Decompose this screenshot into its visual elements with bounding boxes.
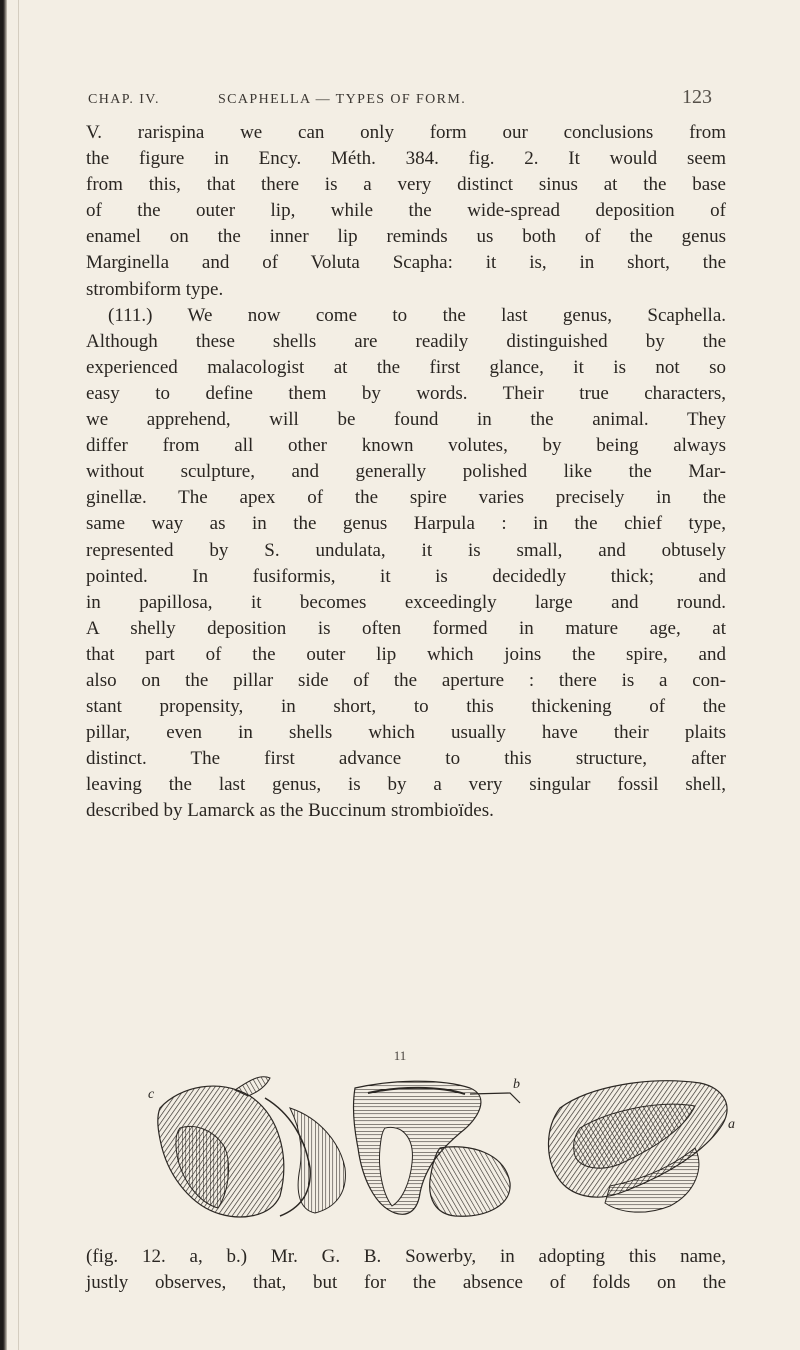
body-text-line: (111.) We now come to the last genus, Scaphella. bbox=[108, 304, 726, 326]
body-text-line: V. rarispina we can only form our conclusions from bbox=[86, 122, 726, 143]
shell-middle-b bbox=[354, 1081, 520, 1216]
body-text-line: also on the pillar side of the aperture : there is a con- bbox=[86, 669, 726, 691]
body-text-line: easy to define them by words. Their true characters, bbox=[86, 382, 726, 404]
running-head bbox=[88, 86, 718, 112]
body-text-line: Although these shells are readily distinguished by the bbox=[86, 330, 726, 352]
caption-line: justly observes, that, but for the absence of folds on the bbox=[86, 1272, 726, 1294]
section-title: SCAPHELLA — TYPES OF FORM. bbox=[218, 92, 467, 107]
body-text-line: Marginella and of Voluta Scapha: it is, in short, the bbox=[86, 252, 726, 274]
body-text-line: enamel on the inner lip reminds us both of the genus bbox=[86, 226, 726, 248]
body-text-line: same way as in the genus Harpula : in the chief type, bbox=[86, 513, 726, 535]
caption-text bbox=[86, 1244, 726, 1296]
body-text-line: the figure in Ency. Méth. 384. fig. 2. It would seem bbox=[86, 148, 726, 170]
page-binding-edge bbox=[0, 0, 7, 1350]
body-text-line: A shelly deposition is often formed in mature age, at bbox=[86, 617, 726, 639]
page-edge-line bbox=[18, 0, 19, 1350]
body-text-line: leaving the last genus, is by a very singular fossil shell, bbox=[86, 774, 726, 796]
body-text-line: experienced malacologist at the first glance, it is not so bbox=[86, 356, 726, 378]
body-text-line: in papillosa, it becomes exceedingly large and round. bbox=[86, 591, 726, 613]
figure-label-a: a bbox=[728, 1117, 735, 1132]
body-text-line: strombiform type. bbox=[86, 278, 224, 300]
body-text-line: stant propensity, in short, to this thickening of the bbox=[86, 696, 726, 718]
body-text-line: we apprehend, will be found in the animal. They bbox=[86, 409, 726, 431]
figure-label-c: c bbox=[148, 1087, 155, 1102]
shell-right-a bbox=[548, 1081, 727, 1212]
shell-engraving-figure bbox=[140, 1068, 740, 1223]
body-text-line: represented by S. undulata, it is small, and obtusely bbox=[86, 539, 726, 561]
body-text-line: from this, that there is a very distinct sinus at the base bbox=[86, 174, 726, 196]
shell-left-c bbox=[158, 1077, 346, 1217]
body-text-line: distinct. The first advance to this structure, after bbox=[86, 748, 726, 770]
body-text-line: described by Lamarck as the Buccinum strombioïdes. bbox=[86, 800, 494, 822]
figure-label-b: b bbox=[513, 1077, 520, 1092]
figure-number: 11 bbox=[393, 1048, 407, 1063]
body-text-line: that part of the outer lip which joins the spire, and bbox=[86, 643, 726, 665]
body-text-line: differ from all other known volutes, by being always bbox=[86, 435, 726, 457]
body-text bbox=[86, 120, 726, 825]
caption-line: (fig. 12. a, b.) Mr. G. B. Sowerby, in adopting this name, bbox=[86, 1246, 726, 1267]
body-text-line: without sculpture, and generally polished like the Mar- bbox=[86, 461, 726, 483]
body-text-line: ginellæ. The apex of the spire varies precisely in the bbox=[86, 487, 726, 509]
chapter-label: CHAP. IV. bbox=[88, 92, 160, 107]
body-text-line: pointed. In fusiformis, it is decidedly thick; and bbox=[86, 565, 726, 587]
page-number: 123 bbox=[682, 86, 712, 108]
body-text-line: pillar, even in shells which usually have their plaits bbox=[86, 722, 726, 744]
body-text-line: of the outer lip, while the wide-spread deposition of bbox=[86, 200, 726, 222]
